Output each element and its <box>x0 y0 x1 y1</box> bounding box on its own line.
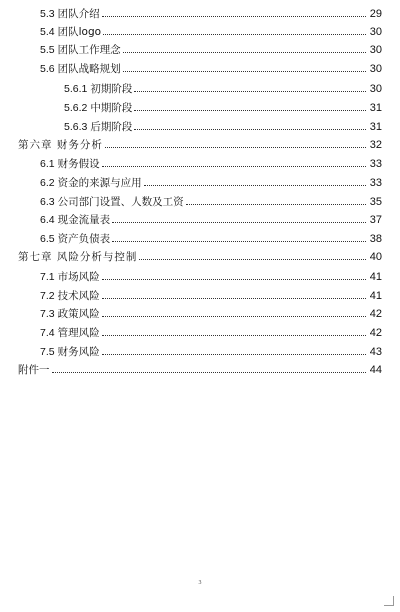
toc-entry-page: 38 <box>369 233 382 245</box>
toc-entry-title: 资金的来源与应用 <box>57 177 142 189</box>
toc-entry-page: 30 <box>369 26 382 38</box>
dot-leader <box>102 15 366 17</box>
toc-entry[interactable] <box>0 152 400 170</box>
toc-entry-title: 资产负债表 <box>57 233 111 245</box>
toc-entry-number: 6.4 <box>40 214 55 226</box>
toc-entry[interactable] <box>0 208 400 226</box>
toc-entry-number: 6.3 <box>40 196 55 208</box>
dot-leader <box>123 70 366 72</box>
toc-entry-title: 现金流量表 <box>57 214 111 226</box>
toc-entry[interactable] <box>0 96 400 114</box>
toc-entry[interactable] <box>0 2 400 20</box>
toc-entry-title: 初期阶段 <box>90 83 133 95</box>
toc-entry-page: 29 <box>369 8 382 20</box>
toc-entry-page: 37 <box>369 214 382 226</box>
toc-entry-page: 41 <box>369 271 382 283</box>
toc-chapter-title: 第七章 风险分析与控制 <box>18 251 138 263</box>
toc-entry-title: 财务假设 <box>57 158 100 170</box>
dot-leader <box>103 33 366 35</box>
toc-entry-page: 35 <box>369 196 382 208</box>
toc-entry-page: 32 <box>369 139 382 151</box>
dot-leader <box>134 90 366 92</box>
toc-entry[interactable] <box>0 171 400 189</box>
toc-entry[interactable] <box>0 38 400 56</box>
toc-entry[interactable] <box>0 57 400 75</box>
toc-entry-number: 5.5 <box>40 44 55 56</box>
toc-entry[interactable] <box>0 265 400 283</box>
toc-entry-page: 43 <box>369 346 382 358</box>
dot-leader <box>102 297 366 299</box>
toc-entry-title: 团队logo <box>57 26 102 38</box>
toc-entry-title: 中期阶段 <box>90 102 133 114</box>
toc-entry-title: 市场风险 <box>57 271 100 283</box>
dot-leader <box>102 278 366 280</box>
toc-entry-title: 公司部门设置、人数及工资 <box>57 196 184 208</box>
toc-entry-number: 7.4 <box>40 327 55 339</box>
toc-chapter-title: 附件一 <box>18 364 50 376</box>
toc-entry-number: 7.2 <box>40 290 55 302</box>
dot-leader <box>134 109 366 111</box>
toc-entry-page: 30 <box>369 44 382 56</box>
toc-entry-page: 31 <box>369 121 382 133</box>
toc-entry-page: 31 <box>369 102 382 114</box>
toc-entry-title: 团队介绍 <box>57 8 100 20</box>
toc-entry-number: 6.1 <box>40 158 55 170</box>
toc-entry-title: 后期阶段 <box>90 121 133 133</box>
toc-entry[interactable] <box>0 321 400 339</box>
toc-entry-number: 7.1 <box>40 271 55 283</box>
toc-entry[interactable] <box>0 115 400 133</box>
toc-entry[interactable] <box>0 77 400 95</box>
toc-entry-title: 技术风险 <box>57 290 100 302</box>
dot-leader <box>102 315 366 317</box>
toc-entry-number: 5.6.1 <box>64 83 88 95</box>
dot-leader <box>186 203 366 205</box>
toc-entry[interactable] <box>0 227 400 245</box>
dot-leader <box>139 258 366 260</box>
dot-leader <box>105 146 366 148</box>
toc-entry-page: 42 <box>369 327 382 339</box>
toc-chapter-entry[interactable] <box>0 133 400 151</box>
toc-entry-number: 5.6.2 <box>64 102 88 114</box>
toc-entry-page: 30 <box>369 63 382 75</box>
toc-chapter-entry[interactable] <box>0 245 400 263</box>
toc-entry-number: 6.5 <box>40 233 55 245</box>
toc-entry[interactable] <box>0 190 400 208</box>
dot-leader <box>123 51 366 53</box>
dot-leader <box>52 371 367 373</box>
dot-leader <box>112 240 366 242</box>
dot-leader <box>134 128 366 130</box>
toc-entry-title: 政策风险 <box>57 308 100 320</box>
toc-entry-title: 财务风险 <box>57 346 100 358</box>
toc-entry-page: 42 <box>369 308 382 320</box>
toc-entry-number: 5.3 <box>40 8 55 20</box>
toc-entry[interactable] <box>0 302 400 320</box>
toc-entry-page: 33 <box>369 158 382 170</box>
toc-entry-page: 30 <box>369 83 382 95</box>
dot-leader <box>102 334 366 336</box>
dot-leader <box>102 353 366 355</box>
toc-entry-number: 5.6.3 <box>64 121 88 133</box>
toc-entry-number: 5.4 <box>40 26 55 38</box>
toc-entry[interactable] <box>0 284 400 302</box>
toc-entry[interactable] <box>0 340 400 358</box>
dot-leader <box>144 184 366 186</box>
toc-entry-title: 管理风险 <box>57 327 100 339</box>
toc-entry-title: 团队工作理念 <box>57 44 121 56</box>
page-number: 3 <box>198 580 202 586</box>
toc-chapter-title: 第六章 财务分析 <box>18 139 103 151</box>
toc-chapter-entry[interactable] <box>0 358 400 376</box>
toc-entry-page: 44 <box>369 364 382 376</box>
toc-entry-number: 7.3 <box>40 308 55 320</box>
page-corner-mark <box>384 596 394 606</box>
dot-leader <box>112 221 366 223</box>
toc-entry-number: 5.6 <box>40 63 55 75</box>
toc-entry-number: 6.2 <box>40 177 55 189</box>
dot-leader <box>102 165 366 167</box>
toc-entry-page: 41 <box>369 290 382 302</box>
toc-entry-page: 33 <box>369 177 382 189</box>
toc-entry[interactable] <box>0 20 400 38</box>
toc-entry-title: 团队战略规划 <box>57 63 121 75</box>
toc-entry-number: 7.5 <box>40 346 55 358</box>
toc-entry-page: 40 <box>369 251 382 263</box>
